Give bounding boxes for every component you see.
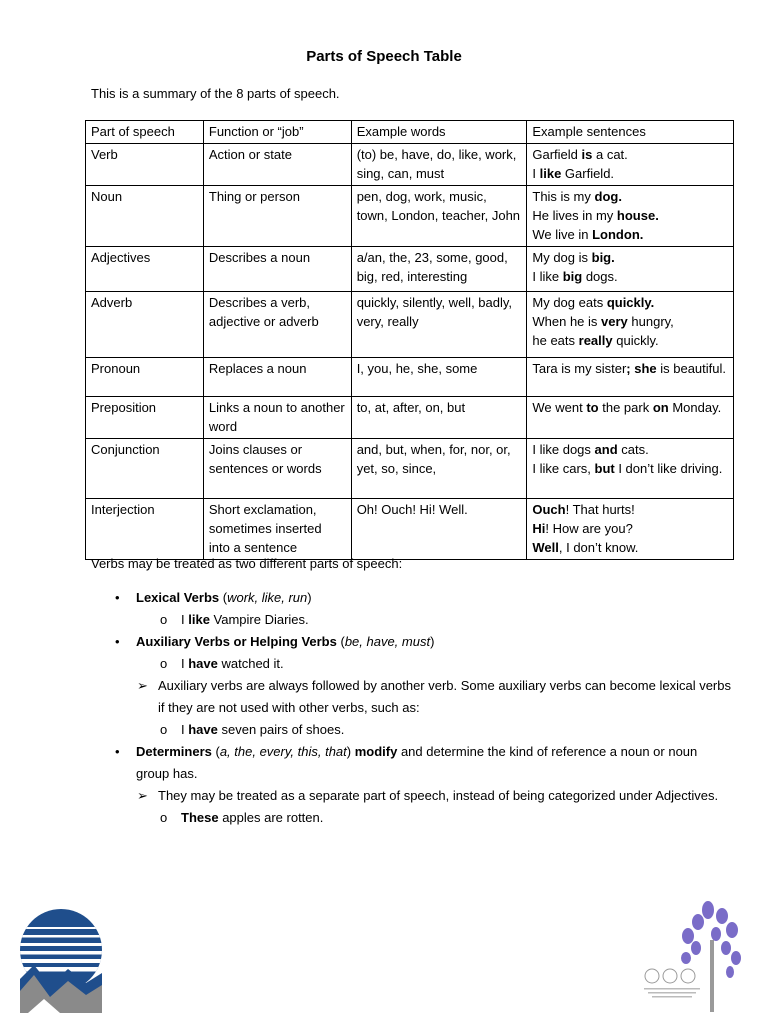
example-sentence: We live in London.	[532, 227, 644, 242]
parts-of-speech-table	[85, 120, 734, 560]
header-words: Example words	[351, 121, 527, 144]
cell-part: Pronoun	[86, 358, 204, 397]
cell-words: a/an, the, 23, some, good, big, red, interesting	[351, 247, 527, 292]
bullet-item	[91, 587, 731, 609]
cell-part: Conjunction	[86, 439, 204, 499]
cell-words: and, but, when, for, nor, or, yet, so, since,	[351, 439, 527, 499]
table-row	[86, 439, 734, 499]
example-sentence: When he is very hungry,	[532, 314, 674, 329]
table-row	[86, 397, 734, 439]
cell-function: Short exclamation, sometimes inserted into a sentence	[203, 499, 351, 560]
cell-words: I, you, he, she, some	[351, 358, 527, 397]
cell-function: Thing or person	[203, 186, 351, 247]
arrow-marker-icon: ➢	[137, 678, 148, 693]
cell-sentences	[527, 247, 734, 292]
table-row	[86, 144, 734, 186]
mountain-sun-logo	[20, 909, 102, 1013]
example-sentence: Garfield is a cat.	[532, 147, 628, 162]
example-sentence: I like Garfield.	[532, 166, 615, 181]
arrow-item	[91, 675, 731, 719]
example-sentence: I like big dogs.	[532, 269, 618, 284]
cell-sentences	[527, 397, 734, 439]
example-sentence: He lives in my house.	[532, 208, 659, 223]
example-sentence: Tara is my sister; she is beautiful.	[532, 361, 726, 376]
sub-marker-icon: o	[160, 612, 168, 627]
example-sentence: I like dogs and cats.	[532, 442, 649, 457]
table-header-row	[86, 121, 734, 144]
example-sentence: Hi! How are you?	[532, 521, 633, 536]
item-text: I have seven pairs of shoes.	[181, 722, 345, 737]
cell-words: Oh! Ouch! Hi! Well.	[351, 499, 527, 560]
cell-function: Joins clauses or sentences or words	[203, 439, 351, 499]
cell-words: to, at, after, on, but	[351, 397, 527, 439]
item-text: Auxiliary verbs are always followed by another verb. Some auxiliary verbs can become lexical verbs if they are not used with other verbs, such as:	[158, 678, 731, 715]
example-sentence: Ouch! That hurts!	[532, 502, 635, 517]
cell-part: Preposition	[86, 397, 204, 439]
table-row	[86, 247, 734, 292]
cell-words: pen, dog, work, music, town, London, teacher, John	[351, 186, 527, 247]
cell-function: Action or state	[203, 144, 351, 186]
table-row	[86, 292, 734, 358]
example-sentence: This is my dog.	[532, 189, 622, 204]
header-function: Function or “job”	[203, 121, 351, 144]
item-text: I like Vampire Diaries.	[181, 612, 309, 627]
cell-sentences	[527, 439, 734, 499]
bullet-marker-icon: •	[115, 634, 120, 649]
page-title: Parts of Speech Table	[306, 48, 462, 65]
tree-logo	[638, 900, 748, 1015]
cell-function: Describes a verb, adjective or adverb	[203, 292, 351, 358]
arrow-marker-icon: ➢	[137, 788, 148, 803]
sub-item	[91, 609, 731, 631]
verb-notes	[91, 553, 731, 829]
cell-part: Adjectives	[86, 247, 204, 292]
sub-marker-icon: o	[160, 656, 168, 671]
example-sentence: My dog eats quickly.	[532, 295, 655, 310]
item-text: Lexical Verbs (work, like, run)	[136, 590, 312, 605]
arrow-item	[91, 785, 731, 807]
cell-words: quickly, silently, well, badly, very, really	[351, 292, 527, 358]
bullet-marker-icon: •	[115, 744, 120, 759]
cell-sentences	[527, 186, 734, 247]
table-row	[86, 499, 734, 560]
cell-part: Adverb	[86, 292, 204, 358]
cell-part: Noun	[86, 186, 204, 247]
cell-part: Interjection	[86, 499, 204, 560]
table-row	[86, 358, 734, 397]
bullet-item	[91, 741, 731, 785]
example-sentence: Well, I don’t know.	[532, 540, 639, 555]
item-text: I have watched it.	[181, 656, 284, 671]
table-row	[86, 186, 734, 247]
example-sentence: My dog is big.	[532, 250, 615, 265]
cell-function: Links a noun to another word	[203, 397, 351, 439]
sub-item	[91, 719, 731, 741]
header-sentences: Example sentences	[527, 121, 734, 144]
cell-sentences	[527, 358, 734, 397]
cell-function: Describes a noun	[203, 247, 351, 292]
bullet-marker-icon: •	[115, 590, 120, 605]
example-sentence: I like cars, but I don’t like driving.	[532, 461, 723, 476]
example-sentence: he eats really quickly.	[532, 333, 659, 348]
cell-sentences	[527, 292, 734, 358]
notes-heading: Verbs may be treated as two different parts of speech:	[91, 556, 403, 571]
item-text: They may be treated as a separate part of speech, instead of being categorized under Adjectives.	[158, 788, 719, 803]
item-text: These apples are rotten.	[181, 810, 324, 825]
cell-sentences	[527, 144, 734, 186]
bullet-item	[91, 631, 731, 653]
item-text: Auxiliary Verbs or Helping Verbs (be, have, must)	[136, 634, 435, 649]
cell-words: (to) be, have, do, like, work, sing, can, must	[351, 144, 527, 186]
sub-item	[91, 653, 731, 675]
cell-part: Verb	[86, 144, 204, 186]
cell-function: Replaces a noun	[203, 358, 351, 397]
sub-marker-icon: o	[160, 810, 168, 825]
item-text: Determiners (a, the, every, this, that) modify and determine the kind of reference a noun or noun group has.	[136, 744, 698, 781]
intro-text: This is a summary of the 8 parts of speech.	[91, 86, 340, 101]
sub-item	[91, 807, 731, 829]
cell-sentences	[527, 499, 734, 560]
header-part: Part of speech	[86, 121, 204, 144]
sub-marker-icon: o	[160, 722, 168, 737]
example-sentence: We went to the park on Monday.	[532, 400, 722, 415]
